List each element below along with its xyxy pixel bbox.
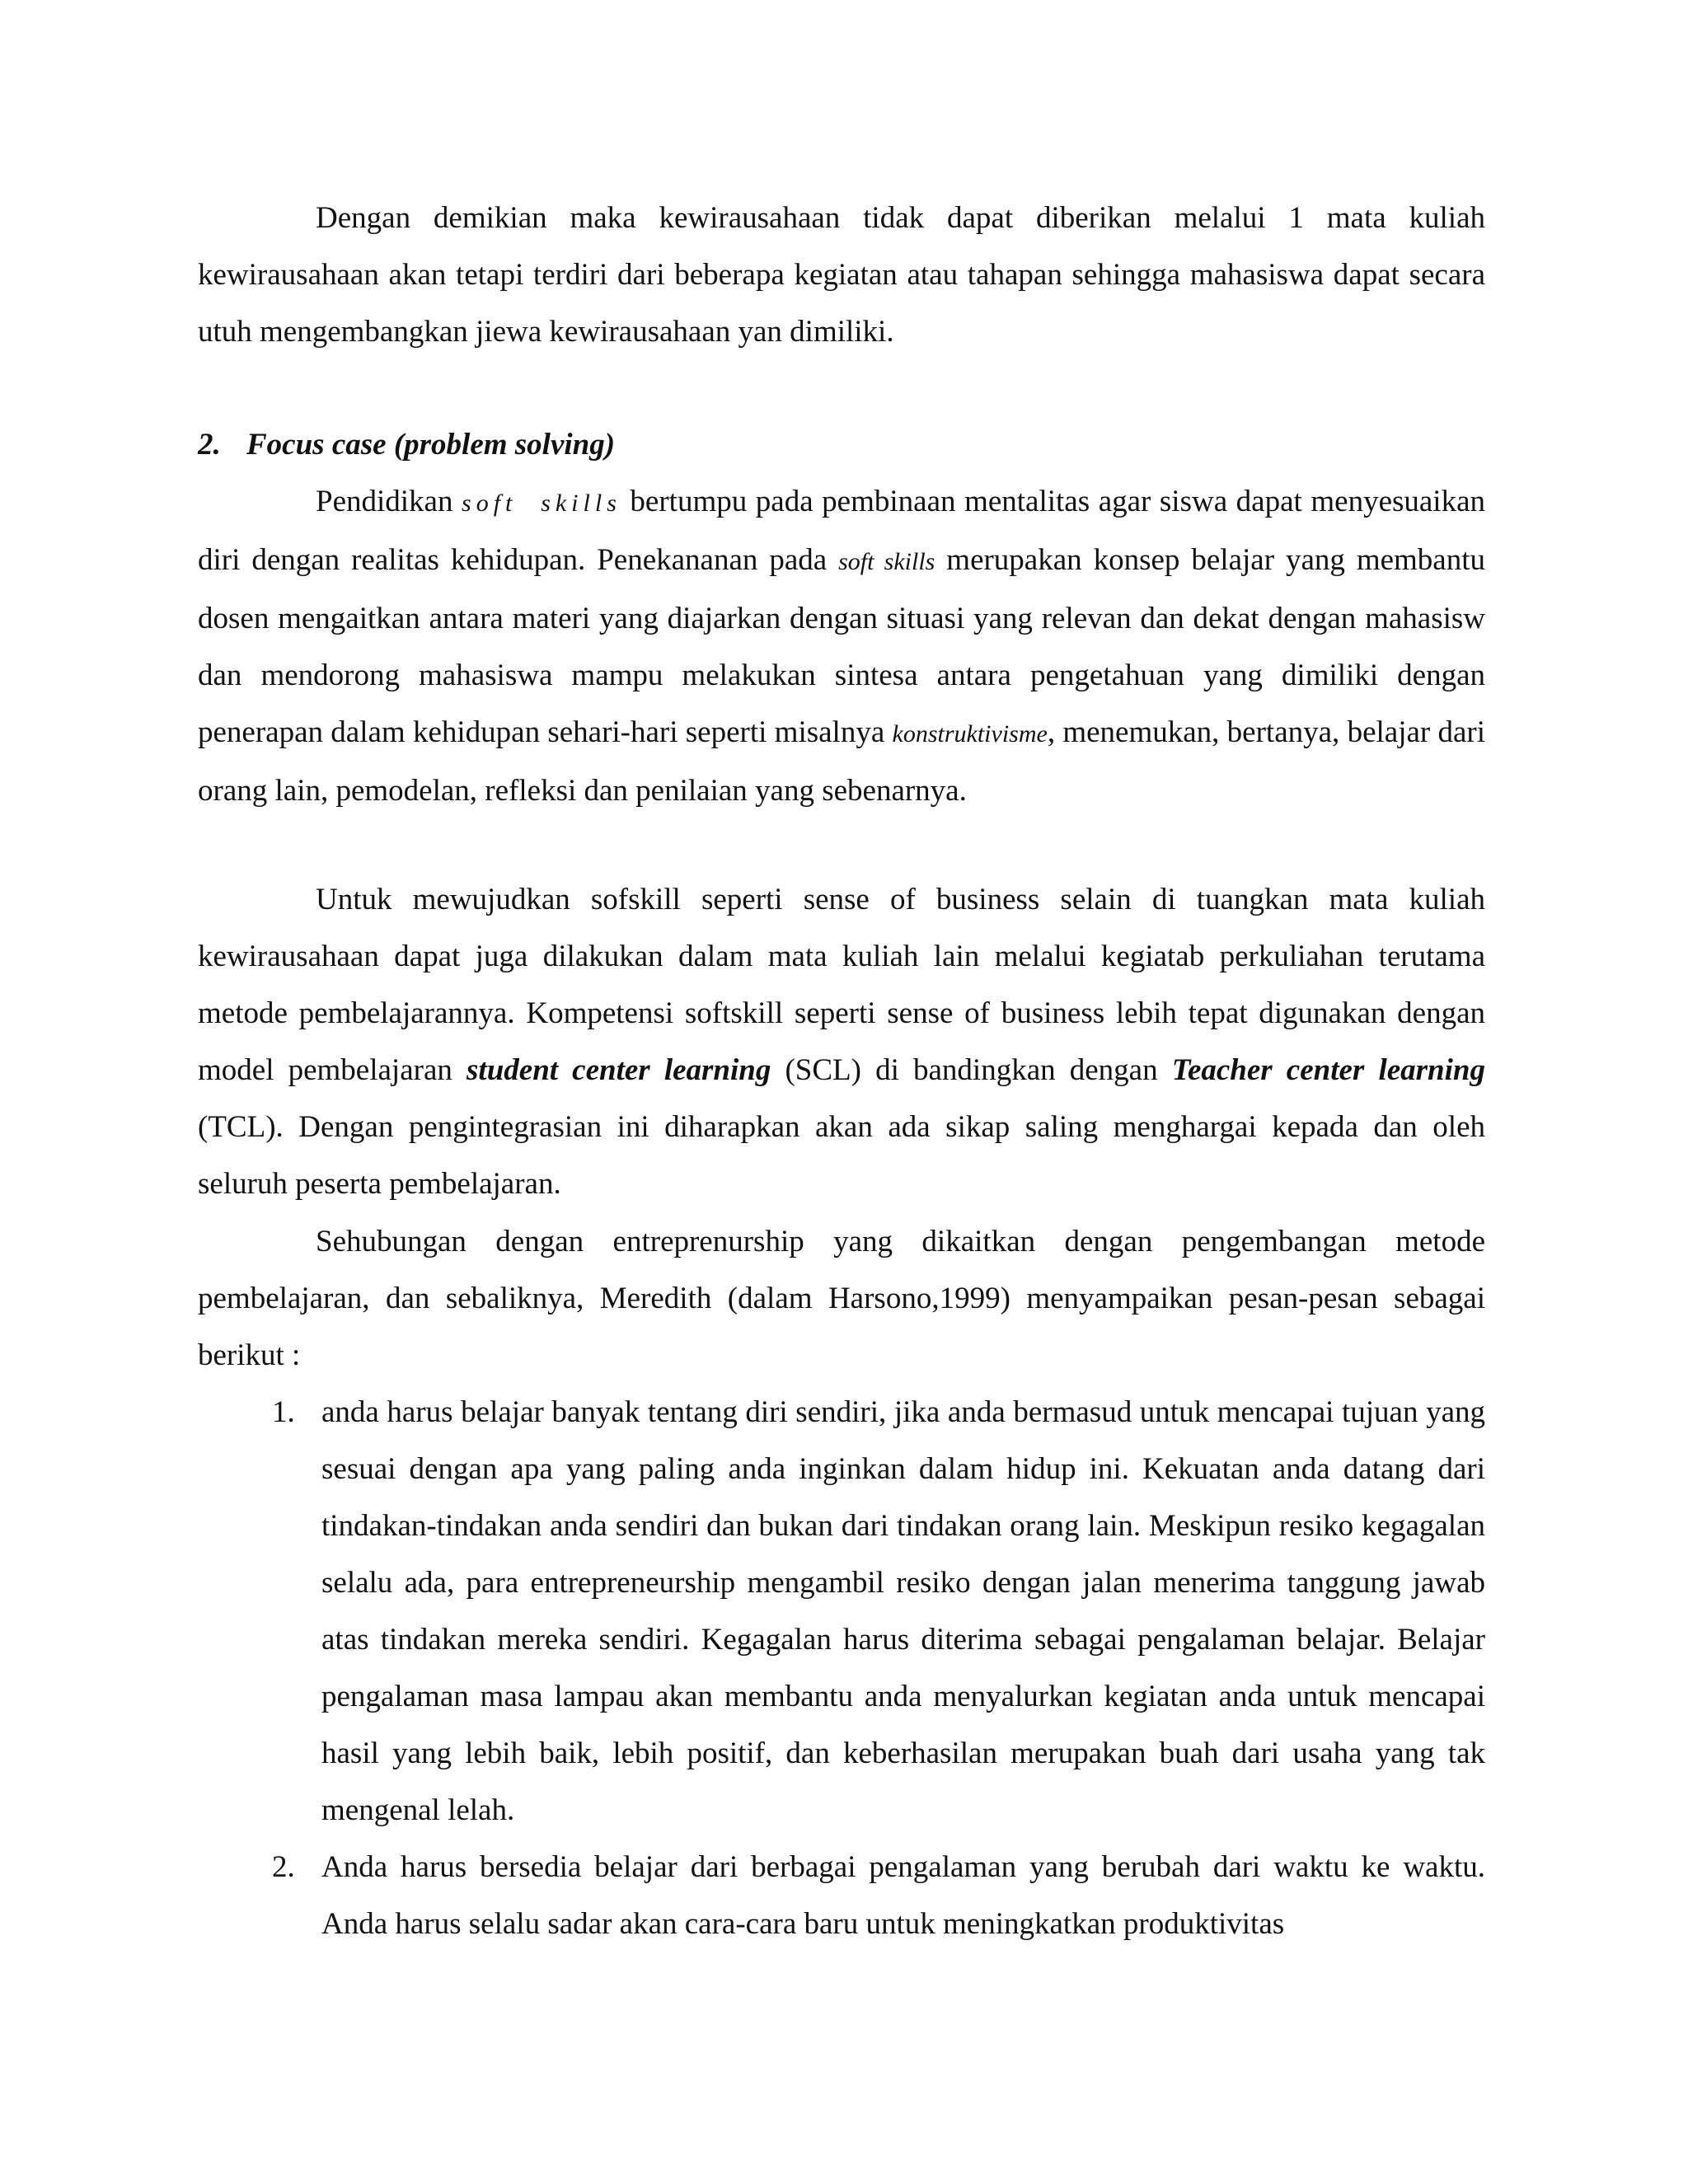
list-item	[198, 1384, 1485, 1839]
section-heading	[198, 416, 615, 473]
scl-term: student center learning	[467, 1053, 771, 1087]
list-item-number: 1.	[272, 1395, 295, 1429]
untuk-text-3: (TCL). Dengan pengintegrasian ini diharapkan akan ada sikap saling menghargai kepada dan oleh seluruh peserta pembelajaran.	[198, 1110, 1485, 1201]
focus-text-1: Pendidikan	[316, 485, 462, 518]
paragraph-focus-case	[198, 473, 1485, 819]
focus-text-4: , menemukan, bertanya, belajar dari orang lain, pemodelan, refleksi dan penilaian yang sebenarnya.	[198, 715, 1486, 808]
numbered-list	[198, 1384, 1485, 1952]
paragraph-untuk	[198, 871, 1485, 1212]
list-item-number: 2.	[272, 1850, 295, 1884]
tcl-term: Teacher center learning	[1171, 1053, 1485, 1087]
focus-text-2: bertumpu pada pembinaan mentalitas agar siswa dapat menyesuaikan diri dengan realitas kehidupan. Penekananan pada	[198, 485, 1486, 577]
untuk-text-2: (SCL) di bandingkan dengan	[771, 1053, 1172, 1087]
untuk-text-1: Untuk mewujudkan sofskill seperti sense of business selain di tuangkan mata kuliah kewirausahaan dapat juga dilakukan dalam mata kuliah lain melalui kegiatab perkuliahan terutama metode pembelajarannya. Kompetensi softskill seperti sense of business lebih tepat digunakan dengan model pembelajaran	[198, 883, 1485, 1087]
list-item-text: anda harus belajar banyak tentang diri sendiri, jika anda bermasud untuk mencapai tujuan yang sesuai dengan apa yang paling anda inginkan dalam hidup ini. Kekuatan anda datang dari tindakan-tindakan anda sendiri dan bukan dari tindakan orang lain. Meskipun resiko kegagalan selalu ada, para entrepreneurship mengambil resiko dengan jalan menerima tanggung jawab atas tindakan mereka sendiri. Kegagalan harus diterima sebagai pengalaman belajar. Belajar pengalaman masa lampau akan membantu anda menyalurkan kegiatan anda untuk mencapai hasil yang lebih baik, lebih positif, dan keberhasilan merupakan buah dari usaha yang tak mengenal lelah.	[321, 1395, 1485, 1827]
soft-skills-term-2: soft skills	[838, 548, 935, 575]
paragraph-intro: Dengan demikian maka kewirausahaan tidak dapat diberikan melalui 1 mata kuliah kewirausahaan akan tetapi terdiri dari beberapa kegiatan atau tahapan sehingga mahasiswa dapat secara utuh mengembangkan jiewa kewirausahaan yan dimiliki.	[198, 201, 1485, 349]
focus-text-3: merupakan konsep belajar yang membantu dosen mengaitkan antara materi yang diajarkan dengan situasi yang relevan dan dekat dengan mahasisw dan mendorong mahasiswa mampu melakukan sintesa antara pengetahuan yang dimiliki dengan penerapan dalam kehidupan sehari-hari seperti misalnya	[198, 543, 1486, 749]
list-item	[198, 1839, 1485, 1952]
konstruktivisme-term: konstruktivisme	[892, 720, 1048, 748]
section-number: 2.	[198, 428, 221, 462]
list-item-text: Anda harus bersedia belajar dari berbagai pengalaman yang berubah dari waktu ke waktu. Anda harus selalu sadar akan cara-cara baru untuk meningkatkan produktivitas	[321, 1850, 1485, 1941]
soft-skills-term-1: soft skills	[462, 490, 621, 517]
paragraph-sehubungan: Sehubungan dengan entreprenurship yang dikaitkan dengan pengembangan metode pembelajaran, dan sebaliknya, Meredith (dalam Harsono,1999) menyampaikan pesan-pesan sebagai berikut :	[198, 1225, 1485, 1372]
section-title: Focus case (problem solving)	[246, 428, 616, 462]
